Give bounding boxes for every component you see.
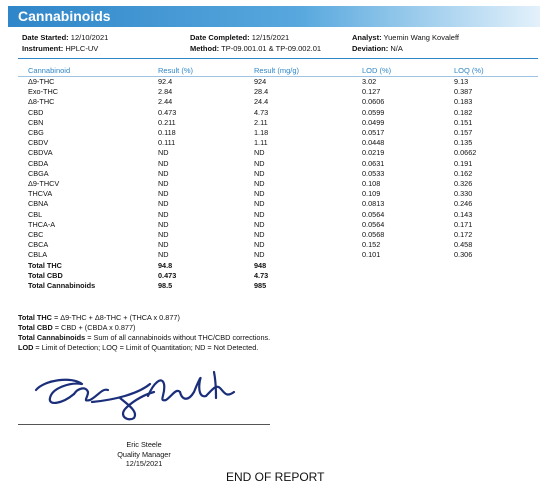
table-cell: 0.0568 bbox=[362, 230, 385, 240]
table-cell: 0.0813 bbox=[362, 199, 385, 209]
note-text: = Sum of all cannabinoids without THC/CBD corrections. bbox=[85, 333, 271, 342]
signature-scribble bbox=[30, 362, 245, 424]
signer-title: Quality Manager bbox=[117, 449, 171, 459]
date-started-value: 12/10/2021 bbox=[70, 33, 109, 42]
table-cell: 0.172 bbox=[454, 230, 473, 240]
table-cell: 0.330 bbox=[454, 189, 473, 199]
table-cell: ND bbox=[254, 199, 265, 209]
table-cell: ND bbox=[254, 209, 265, 219]
signer-name: Eric Steele bbox=[126, 440, 162, 449]
table-cell: 0.157 bbox=[454, 128, 473, 138]
instrument-label: Instrument: bbox=[22, 44, 64, 53]
table-cell: Total Cannabinoids bbox=[28, 281, 96, 291]
table-row bbox=[28, 108, 514, 118]
table-row bbox=[28, 148, 514, 158]
note-total-cbd bbox=[18, 323, 270, 333]
table-cell: 0.151 bbox=[454, 117, 473, 127]
table-cell: 0.162 bbox=[454, 168, 473, 178]
table-cell: 9.13 bbox=[454, 77, 469, 86]
table-cell: 0.171 bbox=[454, 219, 473, 229]
table-cell: 1.11 bbox=[254, 138, 268, 148]
instrument bbox=[22, 43, 108, 54]
table-cell: 0.135 bbox=[454, 138, 473, 148]
table-cell: Δ9-THCV bbox=[28, 179, 60, 189]
table-cell: ND bbox=[254, 189, 265, 199]
table-row bbox=[28, 210, 514, 220]
col-header-result-mg: Result (mg/g) bbox=[254, 66, 300, 75]
meta-col-3 bbox=[352, 32, 459, 54]
note-label: Total CBD bbox=[18, 323, 53, 332]
table-cell: ND bbox=[158, 189, 169, 199]
table-row bbox=[28, 159, 514, 169]
table-cell: 0.182 bbox=[454, 107, 473, 117]
note-label: Total THC bbox=[18, 313, 52, 322]
table-cell: Δ8-THC bbox=[28, 97, 55, 107]
table-cell: ND bbox=[254, 219, 265, 229]
table-row bbox=[28, 97, 514, 107]
date-completed-label: Date Completed: bbox=[190, 33, 250, 42]
table-cell: 0.0533 bbox=[362, 168, 385, 178]
table-cell: ND bbox=[254, 230, 265, 240]
table-cell: 0.326 bbox=[454, 179, 473, 189]
table-cell: 0.458 bbox=[454, 240, 473, 250]
table-cell bbox=[362, 261, 454, 271]
table-cell: 0.0499 bbox=[362, 117, 385, 127]
table-cell: ND bbox=[254, 168, 265, 178]
signature-line bbox=[18, 424, 270, 425]
table-cell: 985 bbox=[254, 281, 267, 291]
analyst-value: Yuemin Wang Kovaleff bbox=[383, 33, 460, 42]
table-cell: CBLA bbox=[28, 250, 48, 260]
table-cell: Total CBD bbox=[28, 270, 63, 280]
table-cell: ND bbox=[158, 209, 169, 219]
table-row bbox=[28, 118, 514, 128]
deviation-label: Deviation: bbox=[352, 44, 389, 53]
table-cell: ND bbox=[158, 199, 169, 209]
date-started bbox=[22, 32, 108, 43]
table-cell: 98.5 bbox=[158, 281, 173, 291]
table-cell: 0.191 bbox=[454, 158, 473, 168]
table-cell bbox=[454, 261, 514, 271]
table-cell: 92.4 bbox=[158, 77, 173, 86]
calculation-notes bbox=[18, 313, 270, 353]
results-table bbox=[28, 77, 514, 291]
table-cell: CBC bbox=[28, 230, 44, 240]
table-cell: 2.44 bbox=[158, 97, 173, 107]
table-row bbox=[28, 230, 514, 240]
table-cell: 948 bbox=[254, 260, 267, 270]
results-body bbox=[28, 77, 514, 291]
table-cell: CBG bbox=[28, 128, 44, 138]
table-row bbox=[28, 250, 514, 260]
table-cell: Exo-THC bbox=[28, 87, 58, 97]
table-cell: 0.152 bbox=[362, 240, 381, 250]
table-cell: 0.0662 bbox=[454, 148, 477, 158]
table-cell: 0.0517 bbox=[362, 128, 385, 138]
table-cell: 0.306 bbox=[454, 250, 473, 260]
table-cell: 0.118 bbox=[158, 128, 176, 138]
table-cell: Total THC bbox=[28, 260, 62, 270]
analyst bbox=[352, 32, 459, 43]
table-cell: ND bbox=[254, 240, 265, 250]
date-completed bbox=[190, 32, 321, 43]
table-cell: 0.246 bbox=[454, 199, 473, 209]
table-cell: 2.11 bbox=[254, 117, 268, 127]
table-cell: 94.8 bbox=[158, 260, 173, 270]
table-cell: ND bbox=[158, 158, 169, 168]
table-cell bbox=[454, 281, 514, 291]
table-cell: ND bbox=[158, 148, 169, 158]
date-started-label: Date Started: bbox=[22, 33, 69, 42]
table-cell: 0.109 bbox=[362, 189, 381, 199]
note-text: = CBD + (CBDA x 0.877) bbox=[52, 323, 136, 332]
analyst-label: Analyst: bbox=[352, 33, 382, 42]
table-cell: 0.0219 bbox=[362, 148, 385, 158]
instrument-value: HPLC-UV bbox=[65, 44, 99, 53]
table-cell: ND bbox=[254, 158, 265, 168]
table-row bbox=[28, 179, 514, 189]
meta-col-2 bbox=[190, 32, 321, 54]
table-cell: CBL bbox=[28, 209, 43, 219]
method-value: TP-09.001.01 & TP-09.002.01 bbox=[221, 44, 322, 53]
total-row bbox=[28, 271, 514, 281]
table-cell: ND bbox=[158, 168, 169, 178]
col-header-cannabinoid: Cannabinoid bbox=[28, 66, 71, 75]
table-cell bbox=[362, 271, 454, 281]
table-cell: 0.111 bbox=[158, 138, 176, 148]
table-cell: ND bbox=[158, 179, 169, 189]
table-cell: CBNA bbox=[28, 199, 49, 209]
table-row bbox=[28, 240, 514, 250]
section-banner bbox=[8, 6, 540, 27]
table-cell: 0.0564 bbox=[362, 219, 385, 229]
table-cell: 0.211 bbox=[158, 117, 176, 127]
total-row bbox=[28, 281, 514, 291]
table-cell: 0.0599 bbox=[362, 107, 385, 117]
table-cell: ND bbox=[254, 148, 265, 158]
header-divider bbox=[18, 58, 538, 59]
table-row bbox=[28, 220, 514, 230]
signature-image bbox=[30, 362, 245, 429]
note-total-thc bbox=[18, 313, 270, 323]
note-lod-loq bbox=[18, 343, 270, 353]
table-cell: CBN bbox=[28, 117, 44, 127]
table-cell: 0.108 bbox=[362, 179, 381, 189]
table-row bbox=[28, 128, 514, 138]
table-row bbox=[28, 189, 514, 199]
table-row bbox=[28, 77, 514, 87]
end-of-report: END OF REPORT bbox=[226, 470, 325, 484]
table-cell: ND bbox=[254, 250, 265, 260]
table-cell: ND bbox=[254, 179, 265, 189]
deviation bbox=[352, 43, 459, 54]
note-label: Total Cannabinoids bbox=[18, 333, 86, 342]
table-row bbox=[28, 169, 514, 179]
table-cell: THCVA bbox=[28, 189, 53, 199]
deviation-value: N/A bbox=[390, 44, 403, 53]
col-header-loq: LOQ (%) bbox=[454, 66, 484, 75]
table-cell: CBDA bbox=[28, 158, 49, 168]
table-cell: ND bbox=[158, 219, 169, 229]
table-row bbox=[28, 138, 514, 148]
table-cell: CBDV bbox=[28, 138, 49, 148]
table-cell: 4.73 bbox=[254, 270, 269, 280]
table-cell: 0.101 bbox=[362, 250, 381, 260]
meta-col-1 bbox=[22, 32, 108, 54]
signer-block bbox=[84, 440, 204, 469]
table-cell: 28.4 bbox=[254, 87, 269, 97]
section-title: Cannabinoids bbox=[18, 8, 111, 24]
table-cell: ND bbox=[158, 250, 169, 260]
table-cell: 0.387 bbox=[454, 87, 473, 97]
table-cell: 0.0606 bbox=[362, 97, 385, 107]
table-row bbox=[28, 199, 514, 209]
note-text: = Δ9-THC + Δ8-THC + (THCA x 0.877) bbox=[51, 313, 180, 322]
col-header-result-pct: Result (%) bbox=[158, 66, 194, 75]
table-cell: 0.127 bbox=[362, 87, 381, 97]
table-cell: CBD bbox=[28, 107, 44, 117]
table-cell: 2.84 bbox=[158, 87, 173, 97]
table-cell: ND bbox=[158, 230, 169, 240]
table-cell bbox=[362, 281, 454, 291]
table-cell: 1.18 bbox=[254, 128, 269, 138]
table-cell: THCA-A bbox=[28, 219, 56, 229]
table-cell: ND bbox=[158, 240, 169, 250]
table-cell: 0.473 bbox=[158, 107, 177, 117]
signer-date: 12/15/2021 bbox=[125, 459, 163, 468]
table-cell: 0.0564 bbox=[362, 209, 385, 219]
table-cell: 4.73 bbox=[254, 107, 269, 117]
note-total-cannabinoids bbox=[18, 333, 270, 343]
table-cell: CBCA bbox=[28, 240, 49, 250]
table-cell: CBDVA bbox=[28, 148, 53, 158]
table-cell: CBGA bbox=[28, 168, 49, 178]
table-cell bbox=[454, 271, 514, 281]
table-cell: 0.143 bbox=[454, 209, 473, 219]
note-text: = Limit of Detection; LOQ = Limit of Quantitation; ND = Not Detected. bbox=[33, 343, 259, 352]
method-label: Method: bbox=[190, 44, 220, 53]
table-cell: 0.0631 bbox=[362, 158, 385, 168]
total-row bbox=[28, 261, 514, 271]
table-cell: 24.4 bbox=[254, 97, 269, 107]
table-cell: 924 bbox=[254, 77, 267, 86]
table-cell: Δ9-THC bbox=[28, 77, 55, 86]
table-cell: 0.0448 bbox=[362, 138, 385, 148]
table-cell: 3.02 bbox=[362, 77, 377, 86]
table-row bbox=[28, 87, 514, 97]
table-cell: 0.473 bbox=[158, 270, 177, 280]
method bbox=[190, 43, 321, 54]
note-label: LOD bbox=[18, 343, 34, 352]
date-completed-value: 12/15/2021 bbox=[251, 33, 290, 42]
col-header-lod: LOD (%) bbox=[362, 66, 392, 75]
table-cell: 0.183 bbox=[454, 97, 473, 107]
